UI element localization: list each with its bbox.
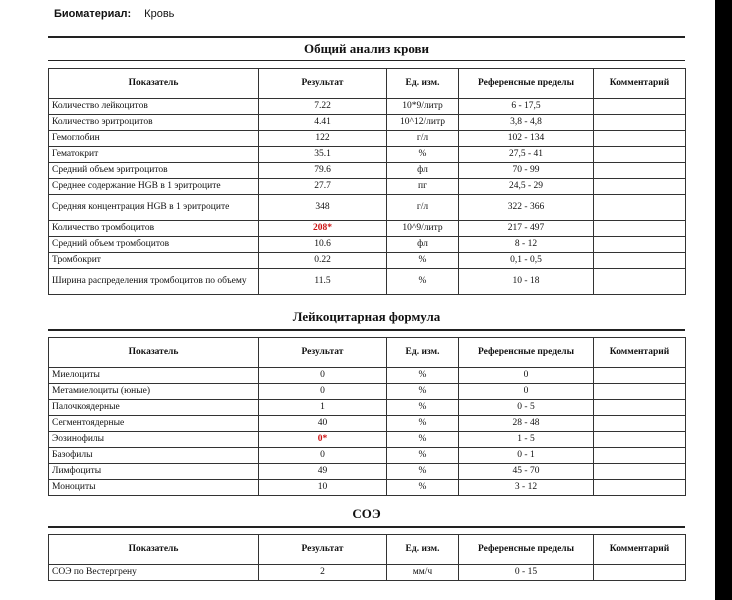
row-unit: % — [387, 253, 459, 269]
row-name: СОЭ по Вестергрену — [49, 565, 259, 581]
row-ref: 0 — [459, 384, 594, 400]
row-name: Количество лейкоцитов — [49, 99, 259, 115]
leukocyte-table — [48, 337, 686, 496]
row-unit: г/л — [387, 131, 459, 147]
biomaterial-value: Кровь — [144, 8, 175, 20]
row-result: 49 — [259, 464, 387, 480]
header-unit: Ед. изм. — [387, 69, 459, 99]
row-comment — [594, 99, 686, 115]
esr-table — [48, 534, 686, 581]
row-unit: % — [387, 147, 459, 163]
row-comment — [594, 416, 686, 432]
row-ref: 1 - 5 — [459, 432, 594, 448]
row-name: Количество тромбоцитов — [49, 221, 259, 237]
row-name: Палочкоядерные — [49, 400, 259, 416]
header-result: Результат — [259, 338, 387, 368]
row-unit: пг — [387, 179, 459, 195]
row-ref: 0,1 - 0,5 — [459, 253, 594, 269]
row-comment — [594, 384, 686, 400]
section-title-leuko: Лейкоцитарная формула — [292, 309, 441, 324]
table-header-row — [49, 535, 686, 565]
row-name: Миелоциты — [49, 368, 259, 384]
row-name: Гематокрит — [49, 147, 259, 163]
result-flagged: 0* — [259, 432, 387, 448]
table-row — [49, 565, 686, 581]
table-row — [49, 464, 686, 480]
row-unit: % — [387, 464, 459, 480]
row-unit: 10^12/литр — [387, 115, 459, 131]
row-comment — [594, 253, 686, 269]
table-row — [49, 195, 686, 221]
row-comment — [594, 432, 686, 448]
table-row — [49, 221, 686, 237]
row-name: Количество эритроцитов — [49, 115, 259, 131]
row-comment — [594, 147, 686, 163]
row-comment — [594, 464, 686, 480]
row-ref: 27,5 - 41 — [459, 147, 594, 163]
section-divider — [48, 526, 685, 528]
table-row — [49, 384, 686, 400]
header-comment: Комментарий — [594, 338, 686, 368]
row-result: 10 — [259, 480, 387, 496]
row-name: Ширина распределения тромбоцитов по объему — [49, 269, 259, 295]
row-name: Тромбокрит — [49, 253, 259, 269]
section-divider — [48, 329, 685, 331]
row-result: 35.1 — [259, 147, 387, 163]
row-name: Средний объем тромбоцитов — [49, 237, 259, 253]
header-param: Показатель — [49, 69, 259, 99]
row-ref: 8 - 12 — [459, 237, 594, 253]
row-unit: % — [387, 368, 459, 384]
row-comment — [594, 237, 686, 253]
row-ref: 45 - 70 — [459, 464, 594, 480]
header-ref: Референсные пределы — [459, 69, 594, 99]
row-result: 2 — [259, 565, 387, 581]
table-row — [49, 368, 686, 384]
row-ref: 0 - 15 — [459, 565, 594, 581]
table-row — [49, 400, 686, 416]
row-ref: 102 - 134 — [459, 131, 594, 147]
table-row — [49, 269, 686, 295]
table-header-row — [49, 69, 686, 99]
table-row — [49, 99, 686, 115]
result-flagged: 208* — [259, 221, 387, 237]
row-comment — [594, 131, 686, 147]
row-unit: % — [387, 400, 459, 416]
row-name: Средний объем эритроцитов — [49, 163, 259, 179]
row-result: 11.5 — [259, 269, 387, 295]
table-row — [49, 237, 686, 253]
table-row — [49, 416, 686, 432]
header-result: Результат — [259, 69, 387, 99]
header-ref: Референсные пределы — [459, 535, 594, 565]
row-ref: 3,8 - 4,8 — [459, 115, 594, 131]
row-result: 0 — [259, 384, 387, 400]
header-unit: Ед. изм. — [387, 338, 459, 368]
header-param: Показатель — [49, 535, 259, 565]
row-comment — [594, 448, 686, 464]
row-ref: 24,5 - 29 — [459, 179, 594, 195]
row-unit: 10*9/литр — [387, 99, 459, 115]
row-unit: мм/ч — [387, 565, 459, 581]
row-ref: 10 - 18 — [459, 269, 594, 295]
biomaterial-line — [54, 8, 174, 20]
page-edge — [715, 0, 732, 600]
table-row — [49, 480, 686, 496]
row-result: 0 — [259, 368, 387, 384]
row-unit: 10^9/литр — [387, 221, 459, 237]
biomaterial-label: Биоматериал: — [54, 8, 132, 20]
row-unit: фл — [387, 163, 459, 179]
row-result: 10.6 — [259, 237, 387, 253]
row-unit: % — [387, 384, 459, 400]
row-result: 0.22 — [259, 253, 387, 269]
row-ref: 6 - 17,5 — [459, 99, 594, 115]
row-comment — [594, 195, 686, 221]
row-unit: % — [387, 416, 459, 432]
row-name: Гемоглобин — [49, 131, 259, 147]
row-unit: фл — [387, 237, 459, 253]
row-result: 4.41 — [259, 115, 387, 131]
row-ref: 70 - 99 — [459, 163, 594, 179]
row-comment — [594, 269, 686, 295]
table-row — [49, 179, 686, 195]
row-comment — [594, 480, 686, 496]
section-divider — [48, 36, 685, 38]
section-title-cbc: Общий анализ крови — [303, 41, 430, 56]
table-row — [49, 432, 686, 448]
row-result: 0 — [259, 448, 387, 464]
row-name: Базофилы — [49, 448, 259, 464]
row-comment — [594, 368, 686, 384]
row-name: Метамиелоциты (юные) — [49, 384, 259, 400]
row-result: 7.22 — [259, 99, 387, 115]
row-comment — [594, 565, 686, 581]
row-unit: % — [387, 269, 459, 295]
row-comment — [594, 179, 686, 195]
row-result: 348 — [259, 195, 387, 221]
row-result: 79.6 — [259, 163, 387, 179]
cbc-table — [48, 68, 686, 295]
header-ref: Референсные пределы — [459, 338, 594, 368]
row-result: 122 — [259, 131, 387, 147]
row-ref: 217 - 497 — [459, 221, 594, 237]
row-result: 27.7 — [259, 179, 387, 195]
table-row — [49, 131, 686, 147]
row-unit: г/л — [387, 195, 459, 221]
row-name: Эозинофилы — [49, 432, 259, 448]
header-unit: Ед. изм. — [387, 535, 459, 565]
header-param: Показатель — [49, 338, 259, 368]
table-row — [49, 253, 686, 269]
row-result: 1 — [259, 400, 387, 416]
table-row — [49, 163, 686, 179]
row-ref: 28 - 48 — [459, 416, 594, 432]
row-unit: % — [387, 480, 459, 496]
row-unit: % — [387, 448, 459, 464]
row-comment — [594, 163, 686, 179]
row-unit: % — [387, 432, 459, 448]
table-row — [49, 147, 686, 163]
section-divider — [48, 60, 685, 61]
row-name: Среднее содержание HGB в 1 эритроците — [49, 179, 259, 195]
table-row — [49, 448, 686, 464]
row-name: Сегментоядерные — [49, 416, 259, 432]
table-header-row — [49, 338, 686, 368]
row-ref: 0 - 1 — [459, 448, 594, 464]
row-ref: 3 - 12 — [459, 480, 594, 496]
table-row — [49, 115, 686, 131]
row-name: Средняя концентрация HGB в 1 эритроците — [49, 195, 259, 221]
row-comment — [594, 115, 686, 131]
row-ref: 0 — [459, 368, 594, 384]
row-name: Лимфоциты — [49, 464, 259, 480]
row-comment — [594, 400, 686, 416]
header-comment: Комментарий — [594, 535, 686, 565]
header-comment: Комментарий — [594, 69, 686, 99]
row-ref: 0 - 5 — [459, 400, 594, 416]
row-result: 40 — [259, 416, 387, 432]
section-title-esr: СОЭ — [352, 506, 381, 521]
row-name: Моноциты — [49, 480, 259, 496]
header-result: Результат — [259, 535, 387, 565]
row-ref: 322 - 366 — [459, 195, 594, 221]
row-comment — [594, 221, 686, 237]
